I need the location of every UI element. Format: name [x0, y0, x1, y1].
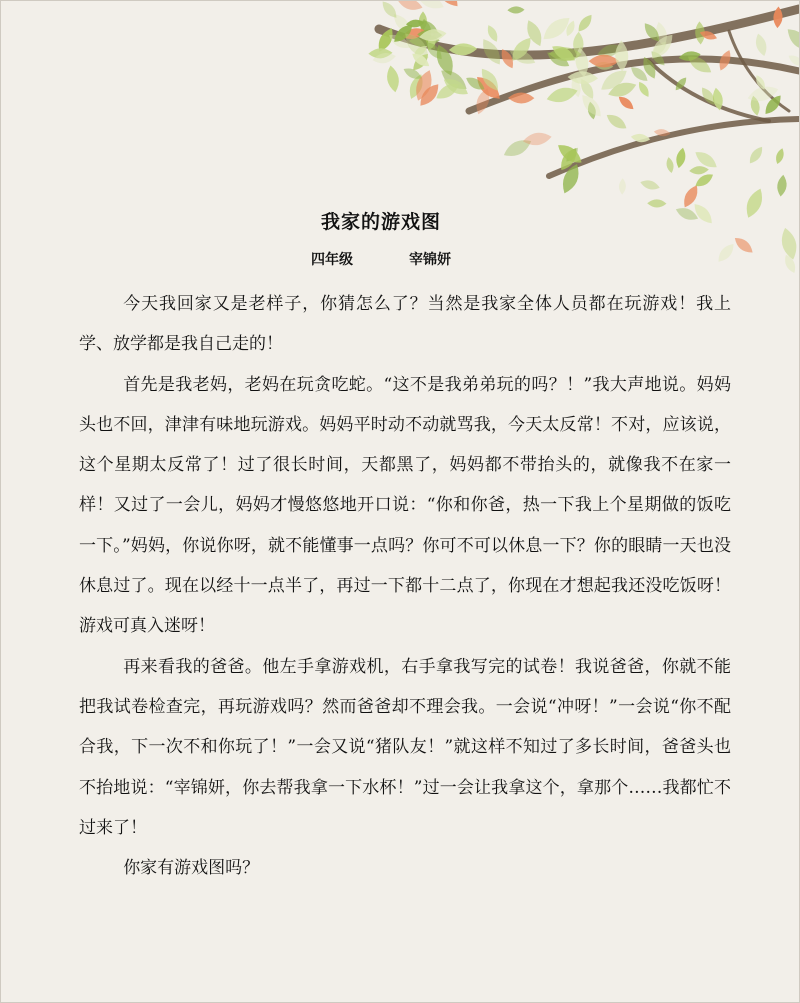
paragraph-4: 你家有游戏图吗？	[123, 858, 260, 879]
leaf-shape	[636, 80, 652, 99]
author-name: 宰锦妍	[409, 252, 451, 268]
leaf-shape	[639, 178, 661, 192]
leaf-shape	[674, 147, 687, 169]
document-title: 我家的游戏图	[320, 211, 441, 233]
leaf-shape	[689, 165, 709, 175]
leaf-shape	[746, 144, 765, 166]
paragraph-2: 首先是我老妈，老妈在玩贪吃蛇。“这不是我弟弟玩的吗？！”我大声地说。妈妈头也不回，津津有味地玩游戏。妈妈平时动不动就骂我，今天太反常！不对，应该说，这个星期太反常了！过了很长时间，天都黑了，妈妈都不带抬头的，就像我不在家一样！又过了一会儿，妈妈才慢悠悠地开口说：“你和你爸，热一下我上个星期做的饭吃一下。”妈妈，你说你呀，就不能懂事一点吗？你可不可以休息一下？你的眼睛一天也没休息过了。现在以经十一点半了，再过一下都十二点了，你现在才想起我还没吃饭呀！游戏可真入迷呀！	[79, 374, 731, 637]
leaf-shape	[575, 12, 595, 34]
byline	[1, 249, 761, 269]
paragraph-1: 今天我回家又是老样子，你猜怎么了？当然是我家全体人员都在玩游戏！我上学、放学都是我自己走的！	[79, 294, 731, 355]
leaf-shape	[619, 178, 626, 195]
leaf-shape	[396, 1, 424, 13]
leaf-shape	[507, 6, 524, 14]
leaf-shape	[753, 32, 769, 57]
grade-label: 四年级	[311, 252, 353, 268]
leaf-shape	[778, 226, 799, 261]
leaf-shape	[604, 111, 629, 133]
leaf-shape	[385, 64, 401, 93]
leaf-shape	[774, 147, 786, 165]
leaf-shape	[783, 25, 799, 56]
paragraph-3: 再来看我的爸爸。他左手拿游戏机，右手拿我写完的试卷！我说爸爸，你就不能把我试卷检查完，再玩游戏吗？然而爸爸却不理会我。一会说“冲呀！”一会说“你不配合我，下一次不和你玩了！”一会又说“猪队友！”就这样不知过了多长时间，爸爸头也不抬地说：“宰锦妍，你去帮我拿一下水杯！”过一会让我拿这个，拿那个……我都忙不过来了！	[79, 656, 731, 838]
leaf-shape	[776, 174, 788, 197]
tree-branch-illustration	[349, 1, 799, 291]
document-body	[79, 284, 731, 888]
leaf-shape	[665, 156, 675, 173]
